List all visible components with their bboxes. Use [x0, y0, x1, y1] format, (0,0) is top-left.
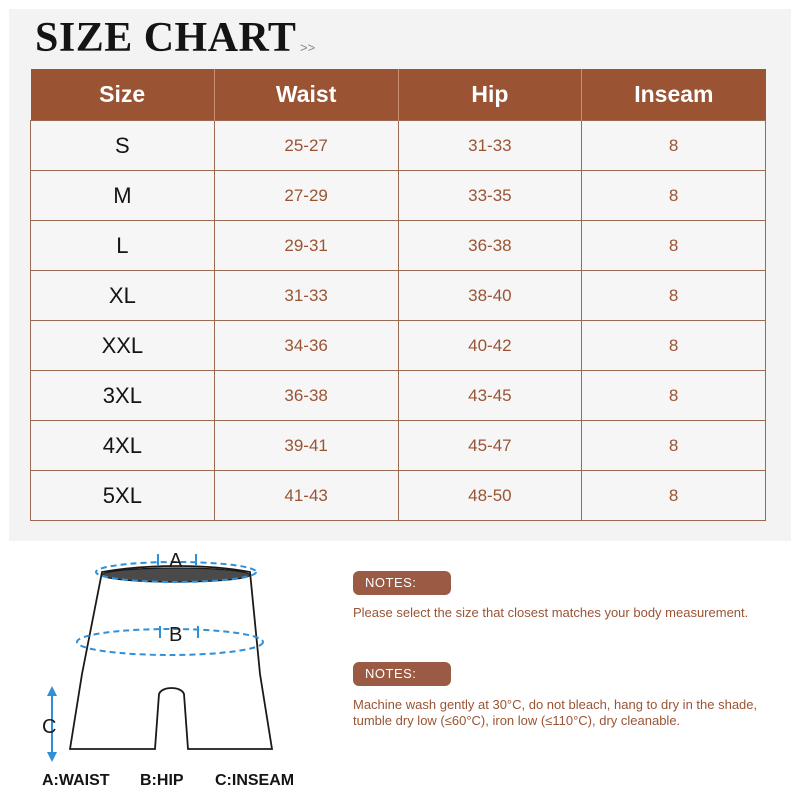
inseam-cell: 8 — [582, 471, 766, 521]
shorts-diagram — [38, 544, 298, 764]
inseam-cell: 8 — [582, 171, 766, 221]
inseam-cell: 8 — [582, 221, 766, 271]
label-b: B — [169, 624, 183, 646]
waist-cell: 36-38 — [214, 371, 398, 421]
waist-cell: 25-27 — [214, 121, 398, 171]
size-table — [30, 69, 766, 521]
inseam-cell: 8 — [582, 421, 766, 471]
header-size: Size — [31, 69, 215, 121]
notes-badge: NOTES: — [353, 662, 451, 686]
table-row — [31, 421, 766, 471]
header-hip: Hip — [398, 69, 582, 121]
waist-cell: 27-29 — [214, 171, 398, 221]
label-a: A — [169, 550, 183, 572]
table-row — [31, 371, 766, 421]
legend-hip: B:HIP — [140, 772, 184, 789]
shorts-outline — [70, 566, 272, 749]
inseam-cell: 8 — [582, 271, 766, 321]
page-title: SIZE CHART — [35, 15, 297, 61]
inseam-cell: 8 — [582, 371, 766, 421]
header-inseam: Inseam — [582, 69, 766, 121]
waist-cell: 39-41 — [214, 421, 398, 471]
hip-cell: 43-45 — [398, 371, 582, 421]
size-cell: XXL — [31, 321, 215, 371]
table-row — [31, 121, 766, 171]
table-row — [31, 221, 766, 271]
notes-text: Please select the size that closest matches your body measurement. — [353, 605, 749, 620]
hip-cell: 45-47 — [398, 421, 582, 471]
size-cell: M — [31, 171, 215, 221]
notes-badge: NOTES: — [353, 571, 451, 595]
legend-waist: A:WAIST — [42, 772, 110, 789]
size-cell: XL — [31, 271, 215, 321]
hip-cell: 38-40 — [398, 271, 582, 321]
waist-cell: 29-31 — [214, 221, 398, 271]
hip-cell: 40-42 — [398, 321, 582, 371]
size-cell: 3XL — [31, 371, 215, 421]
notes-text: Machine wash gently at 30°C, do not bleach, hang to dry in the shade, tumble dry low (≤60°C), iron low (≤110°C), dry cleanable. — [353, 697, 758, 728]
header-waist: Waist — [214, 69, 398, 121]
table-row — [31, 271, 766, 321]
size-cell: 5XL — [31, 471, 215, 521]
size-cell: 4XL — [31, 421, 215, 471]
waist-cell: 31-33 — [214, 271, 398, 321]
size-cell: L — [31, 221, 215, 271]
table-row — [31, 171, 766, 221]
legend-inseam: C:INSEAM — [215, 772, 295, 789]
hip-cell: 33-35 — [398, 171, 582, 221]
label-c: C — [42, 716, 57, 738]
table-row — [31, 321, 766, 371]
hip-cell: 48-50 — [398, 471, 582, 521]
size-cell: S — [31, 121, 215, 171]
hip-cell: 31-33 — [398, 121, 582, 171]
double-chevron-icon: >> — [300, 40, 316, 55]
waist-cell: 34-36 — [214, 321, 398, 371]
waist-cell: 41-43 — [214, 471, 398, 521]
table-row — [31, 471, 766, 521]
hip-cell: 36-38 — [398, 221, 582, 271]
inseam-cell: 8 — [582, 321, 766, 371]
inseam-cell: 8 — [582, 121, 766, 171]
table-header-row — [31, 69, 766, 121]
